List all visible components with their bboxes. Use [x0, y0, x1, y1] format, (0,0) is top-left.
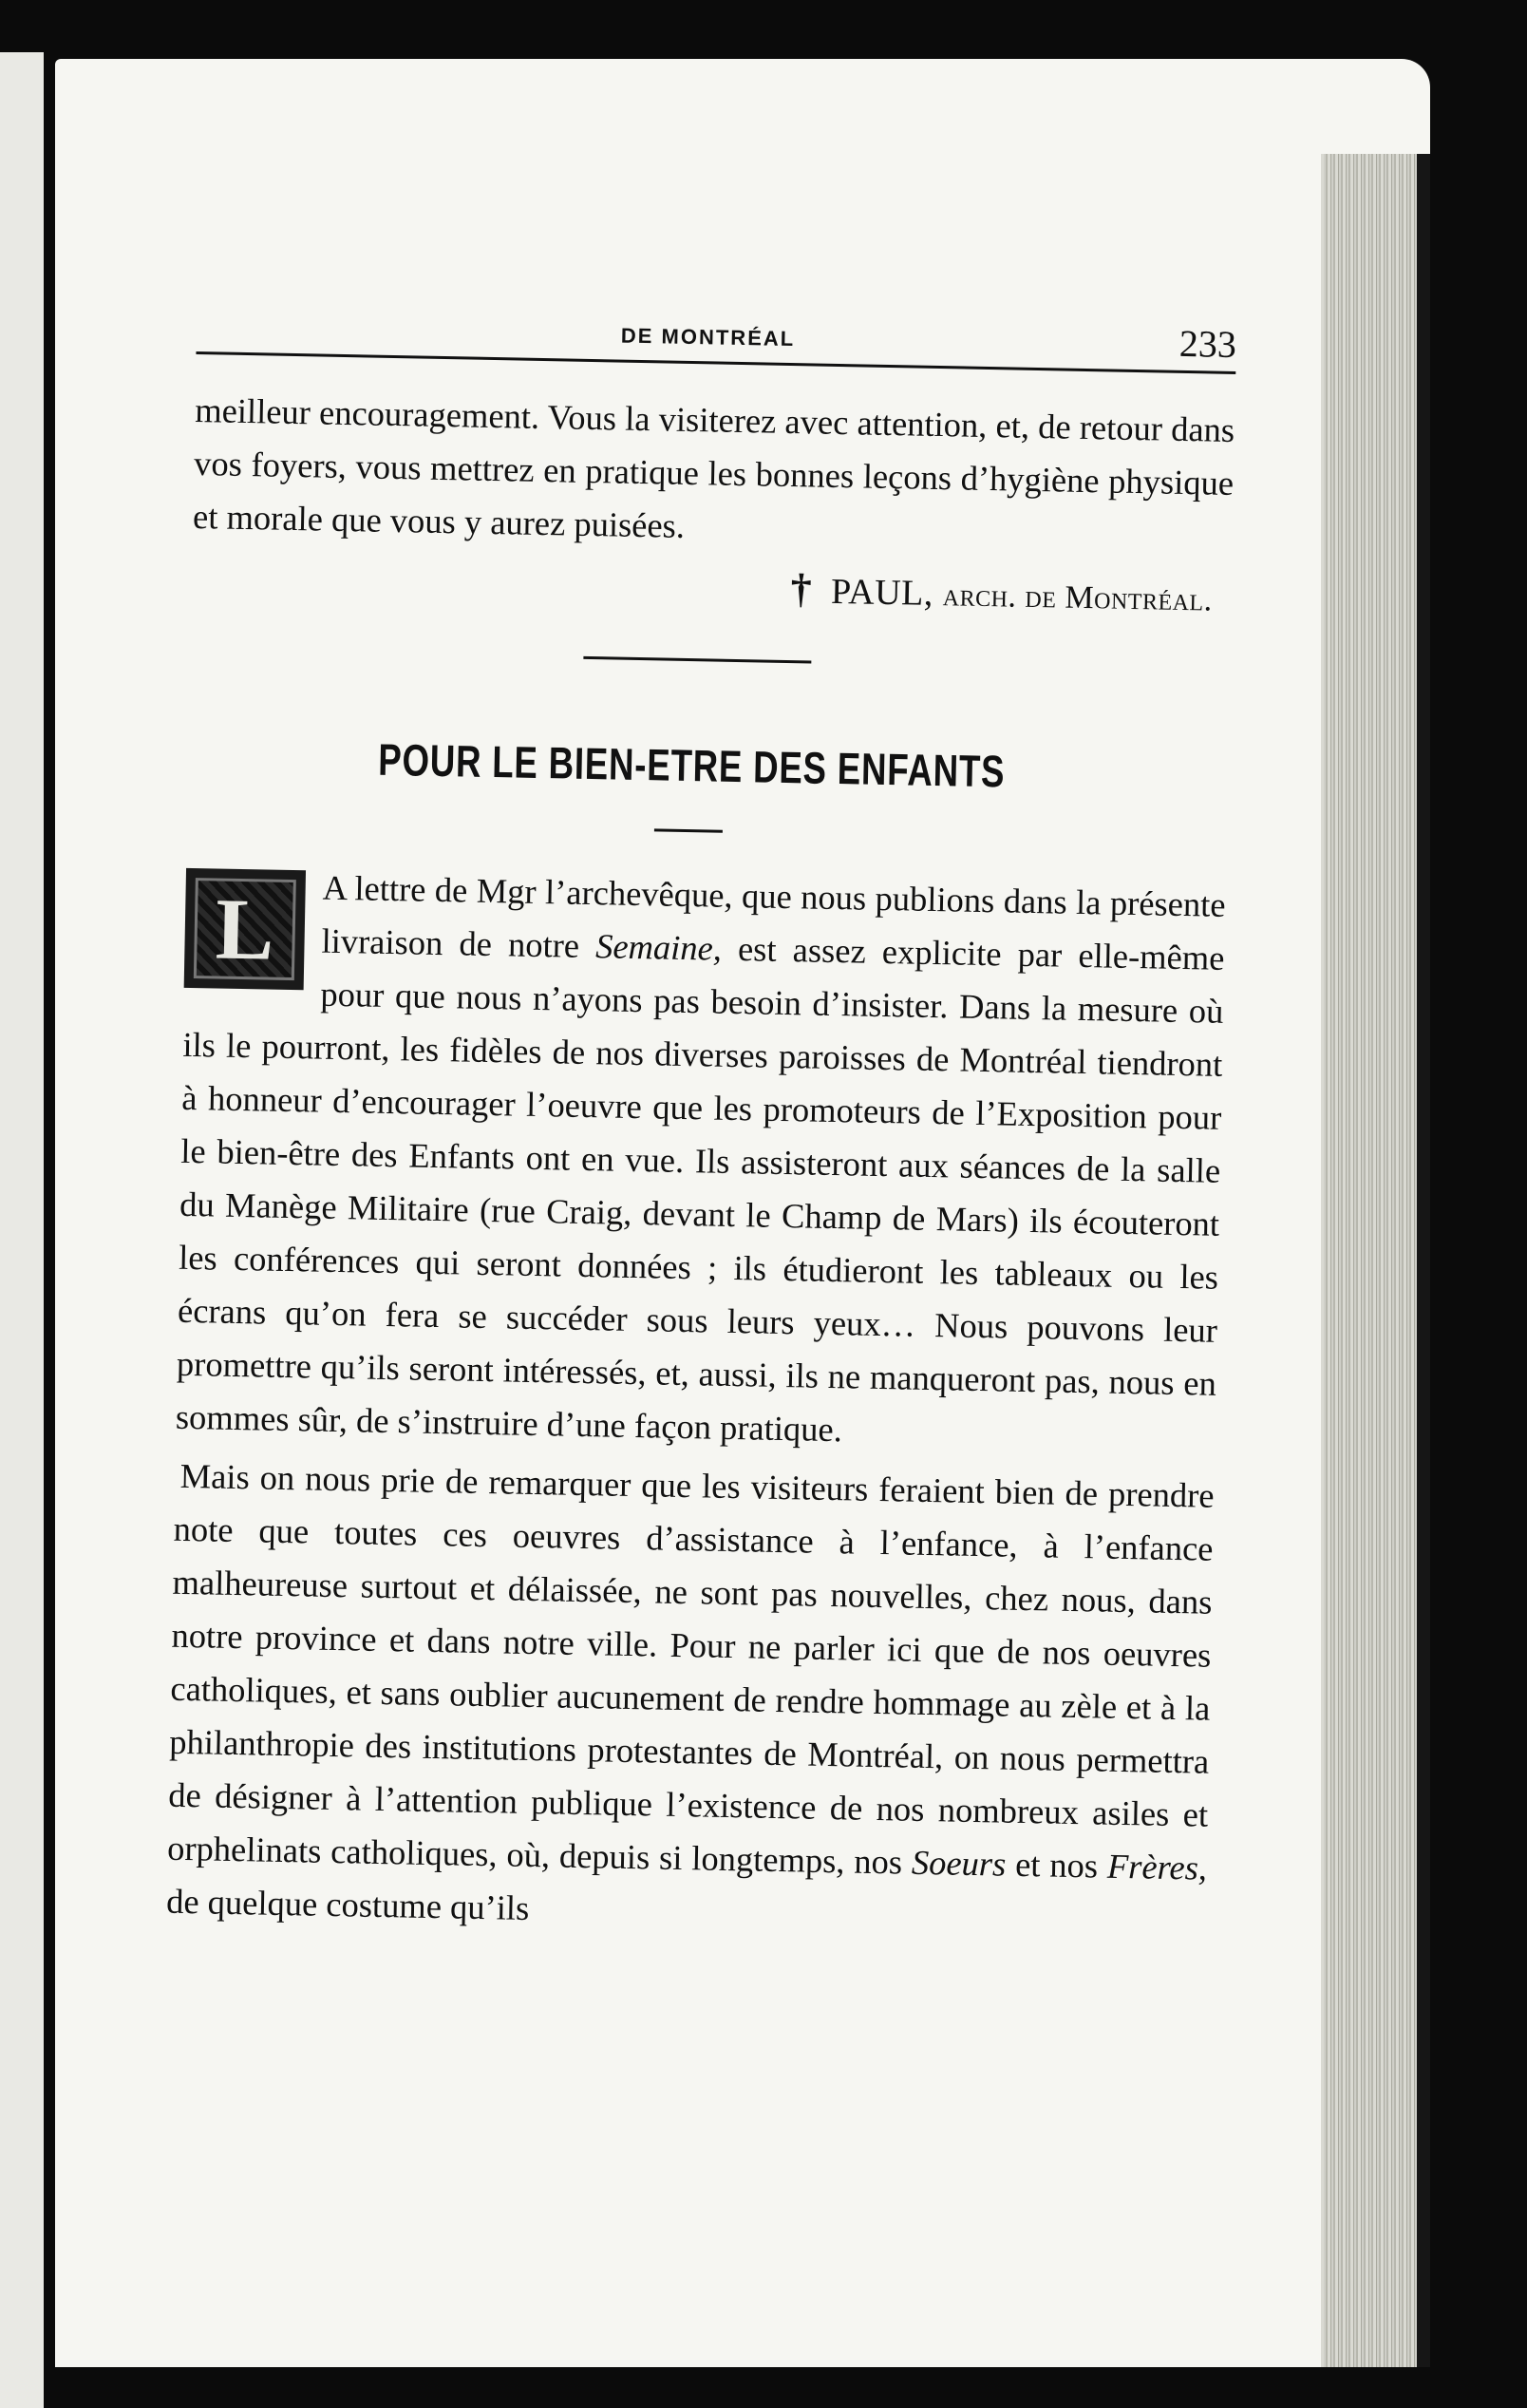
signature-name: PAUL,	[830, 571, 934, 614]
page-stack-edges	[1321, 154, 1430, 2367]
intro-paragraph: meilleur encouragement. Vous la visiterez avec attention, et, de retour dans vos foyers, vous mettrez en pratique les bonnes leçons d’hygiène physique et morale que vous y aurez puisées.	[192, 389, 1235, 545]
text-block	[166, 277, 1237, 1948]
signature	[191, 553, 1213, 621]
signature-title: arch. de Montréal.	[942, 578, 1214, 618]
article-heading: POUR LE BIEN-ETRE DES ENFANTS	[377, 733, 1006, 797]
paragraph-1-text: A lettre de Mgr l’archevêque, que nous publions dans la présente livraison de notre	[321, 867, 1226, 966]
paragraph-2-italic-1: Soeurs	[911, 1842, 1007, 1884]
book-page	[55, 59, 1430, 2367]
paragraph-2-text: Mais on nous prie de remarquer que les visiteurs feraient bien de prendre note que toutes ces oeuvres d’assistance à l’enfance, à l’enfance malheureuse surtout et délaissée, ne sont pas nouvelles, chez nous, dans notre province et dans notre ville. Pour ne parler ici que de nos oeuvres catholiques, et sans oublier aucunement de rendre hommage au zèle et à la philanthropie des institutions protestantes de Montréal, on nous permettra de désigner à l’attention publique l’existence de nos nombreux asiles et orphelinats catholiques, où, depuis si longtemps, nos	[166, 1455, 1215, 1882]
article-body	[166, 859, 1226, 1948]
cross-icon: †	[790, 565, 813, 613]
heading-underline	[654, 828, 723, 832]
running-head-title: DE MONTRÉAL	[620, 323, 796, 351]
paragraph-1	[175, 859, 1226, 1464]
paragraph-2-italic-2: Frères,	[1106, 1846, 1208, 1887]
paragraph-1-text-end: est assez explicite par elle-même pour que nous n’ayons pas besoin d’insister. Dans la mesure où ils le pourront, les fidèles de nos diverses paroisses de Montréal tiendront à honneur d’encourager l’oeuvre que les promoteurs de l’Exposition pour le bien-être des Enfants ont en vue. Ils assisteront aux séances de la salle du Manège Militaire (rue Craig, devant le Champ de Mars) ils écouteront les conférences qui seront données ; ils étudieront les tableaux ou les écrans qu’on fera se succéder sous leurs yeux… Nous pouvons leur promettre qu’ils seront intéressés, et, aussi, ils ne manqueront pas, nous en sommes sûr, de s’instruire d’une façon pratique.	[175, 928, 1225, 1450]
page-number: 233	[1178, 321, 1237, 367]
drop-cap-letter: L	[215, 880, 275, 978]
paragraph-2-text-middle: et nos	[1005, 1844, 1108, 1886]
paragraph-1-italic: Semaine,	[594, 926, 723, 968]
paragraph-2-text-end: de quelque costume qu’ils	[165, 1881, 530, 1928]
facing-page-edge	[0, 52, 44, 2408]
running-head	[196, 277, 1236, 373]
section-separator	[583, 656, 811, 664]
header-rule	[196, 351, 1235, 374]
paragraph-2	[166, 1450, 1215, 1948]
drop-cap	[184, 868, 306, 990]
